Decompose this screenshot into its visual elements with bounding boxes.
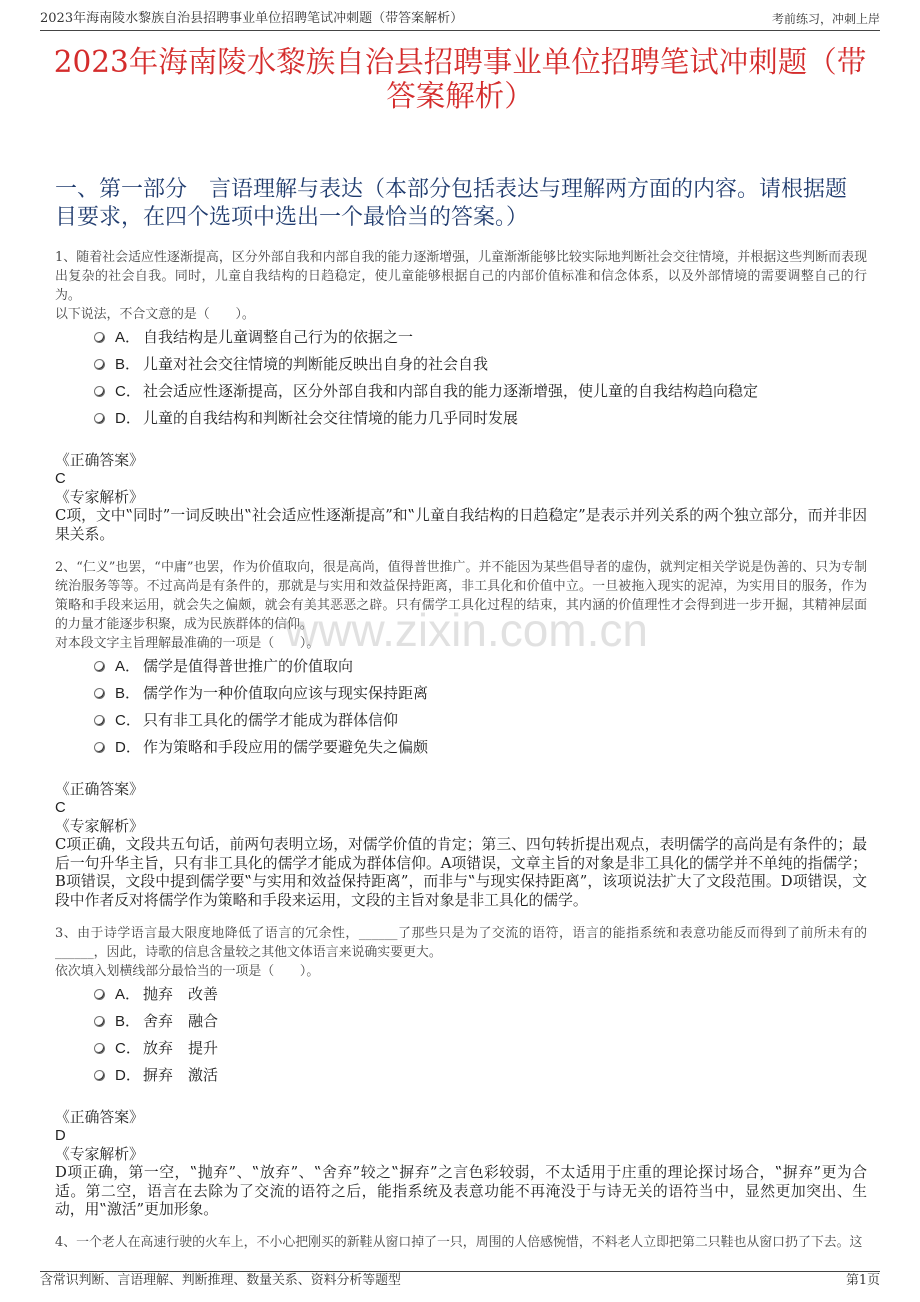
options-list [55,653,867,761]
question-prompt: 以下说法，不合文意的是（ ）。 [55,307,255,322]
options-list [55,981,867,1089]
question-stem: 1、随着社会适应性逐渐提高，区分外部自我和内部自我的能力逐渐增强，儿童渐渐能够比较实际地判断社会交往情境，并根据这些判断而表现出复杂的社会自我。同时，儿童自我结构的日趋稳定，使儿童能够根据自己的内部价值标准和信念体系，以及外部情境的需要调整自己的行为。 [55,250,867,303]
answer-section [55,452,867,545]
option-text: 舍弃 融合 [143,1012,219,1030]
option-a[interactable] [55,981,867,1008]
header-title: 2023年海南陵水黎族自治县招聘事业单位招聘笔试冲刺题（带答案解析） [40,11,464,26]
question-stem: 2、“仁义”也罢，“中庸”也罢，作为价值取向，很是高尚，值得普世推广。并不能因为某些倡导者的虚伪，就判定相关学说是伪善的、只为专制统治服务等等。不过高尚是有条件的，那就是与实用和效益保持距离，非工具化和价值中立。一旦被拖入现实的泥淖，为实用目的服务，作为策略和手段来运用，就会失之偏颇，就会有美其恶恶之辟。只有儒学工具化过程的结束，其内涵的价值理性才会得到进一步开掘，其精神层面的力量才能逐步积聚，成为民族群体的信仰。 [55,560,867,632]
option-letter: B． [115,356,141,373]
question-3 [55,924,867,1220]
section-heading: 一、第一部分 言语理解与表达（本部分包括表达与理解两方面的内容。请根据题目要求，在四个选项中选出一个最恰当的答案。） [55,177,848,230]
option-d[interactable] [55,1062,867,1089]
radio-icon[interactable] [94,989,105,1000]
option-d[interactable] [55,405,867,432]
option-b[interactable] [55,680,867,707]
question-prompt: 对本段文字主旨理解最准确的一项是（ ）。 [55,636,320,651]
options-list [55,324,867,432]
footer-topics: 含常识判断、言语理解、判断推理、数量关系、资料分析等题型 [40,1273,401,1288]
answer-label: 《正确答案》 [55,780,144,798]
option-text: 摒弃 激活 [143,1066,219,1084]
option-letter: A． [115,986,141,1003]
answer-section [55,781,867,911]
option-text: 抛弃 改善 [143,985,219,1003]
option-letter: C． [115,1040,141,1057]
analysis-text: C项正确，文段共五句话，前两句表明立场，对儒学价值的肯定；第三、四句转折提出观点，表明儒学的高尚是有条件的；最后一句升华主旨，只有非工具化的儒学才能成为群体信仰。A项错误，文章主旨的对象是非工具化的儒学并不单纯的指儒学；B项错误，文段中提到儒学要‟与实用和效益保持距离”，而非与‟与现实保持距离”，该项说法扩大了文段范围。D项错误，文段中作者反对将儒学作为策略和手段来运用，文段的主旨对象是非工具化的儒学。 [55,836,867,910]
answer-label: 《正确答案》 [55,451,144,469]
option-text: 儿童对社会交往情境的判断能反映出自身的社会自我 [143,355,489,373]
question-prompt: 依次填入划横线部分最恰当的一项是（ ）。 [55,964,320,979]
radio-icon[interactable] [94,386,105,397]
radio-icon[interactable] [94,742,105,753]
option-letter: D． [115,1067,141,1084]
option-b[interactable] [55,1008,867,1035]
option-text: 社会适应性逐渐提高，区分外部自我和内部自我的能力逐渐增强，使儿童的自我结构趋向稳定 [143,382,759,400]
radio-icon[interactable] [94,661,105,672]
correct-answer: C [55,800,66,817]
page-header [40,10,880,31]
option-d[interactable] [55,734,867,761]
header-slogan: 考前练习，冲刺上岸 [771,12,880,26]
page-footer [40,1271,880,1291]
option-text: 儒学是值得普世推广的价值取向 [143,657,354,675]
option-letter: C． [115,712,141,729]
option-letter: D． [115,410,141,427]
option-text: 自我结构是儿童调整自己行为的依据之一 [143,328,414,346]
option-letter: C． [115,383,141,400]
analysis-text: C项，文中‟同时”一词反映出‟社会适应性逐渐提高”和‟儿童自我结构的日趋稳定”是表示并列关系的两个独立部分，而并非因果关系。 [55,507,867,543]
answer-label: 《正确答案》 [55,1108,144,1126]
radio-icon[interactable] [94,359,105,370]
analysis-label: 《专家解析》 [55,817,144,835]
radio-icon[interactable] [94,715,105,726]
analysis-label: 《专家解析》 [55,488,144,506]
radio-icon[interactable] [94,688,105,699]
answer-section [55,1109,867,1221]
question-4 [55,1233,867,1252]
correct-answer: C [55,471,66,488]
option-a[interactable] [55,324,867,351]
analysis-text: D项正确，第一空，‟抛弃”、‟放弃”、‟舍弃”较之‟摒弃”之言色彩较弱，不太适用于庄重的理论探讨场合，‟摒弃”更为合适。第二空，语言在去除为了交流的语符之后，能指系统及表意功能不再淹没于与诗无关的语符当中，显然更加突出、生动，用‟激活”更加形象。 [55,1164,867,1219]
radio-icon[interactable] [94,1016,105,1027]
option-c[interactable] [55,707,867,734]
option-text: 只有非工具化的儒学才能成为群体信仰 [143,711,399,729]
radio-icon[interactable] [94,1070,105,1081]
option-a[interactable] [55,653,867,680]
analysis-label: 《专家解析》 [55,1145,144,1163]
question-stem: 4、一个老人在高速行驶的火车上，不小心把刚买的新鞋从窗口掉了一只，周围的人倍感惋惜，不料老人立即把第二只鞋也从窗口扔了下去。这 [55,1235,863,1250]
radio-icon[interactable] [94,1043,105,1054]
question-stem: 3、由于诗学语言最大限度地降低了语言的冗余性，______了那些只是为了交流的语符，语言的能指系统和表意功能反而得到了前所未有的______，因此，诗歌的信息含量较之其他文体语言来说确实要更大。 [55,926,867,960]
option-text: 放弃 提升 [143,1039,219,1057]
option-text: 儒学作为一种价值取向应该与现实保持距离 [143,684,429,702]
option-letter: A． [115,329,141,346]
option-text: 作为策略和手段应用的儒学要避免失之偏颇 [143,738,429,756]
option-c[interactable] [55,1035,867,1062]
option-text: 儿童的自我结构和判断社会交往情境的能力几乎同时发展 [143,409,519,427]
option-b[interactable] [55,351,867,378]
watermark: www.zixin.com.cn [285,604,648,656]
correct-answer: D [55,1128,66,1145]
document-title: 2023年海南陵水黎族自治县招聘事业单位招聘笔试冲刺题（带答案解析） [53,45,867,113]
question-1 [55,248,867,544]
radio-icon[interactable] [94,332,105,343]
option-letter: A． [115,658,141,675]
option-letter: D． [115,739,141,756]
radio-icon[interactable] [94,413,105,424]
option-letter: B． [115,1013,141,1030]
page-number: 第1页 [846,1273,880,1288]
question-2 [55,558,867,911]
option-letter: B． [115,685,141,702]
option-c[interactable] [55,378,867,405]
